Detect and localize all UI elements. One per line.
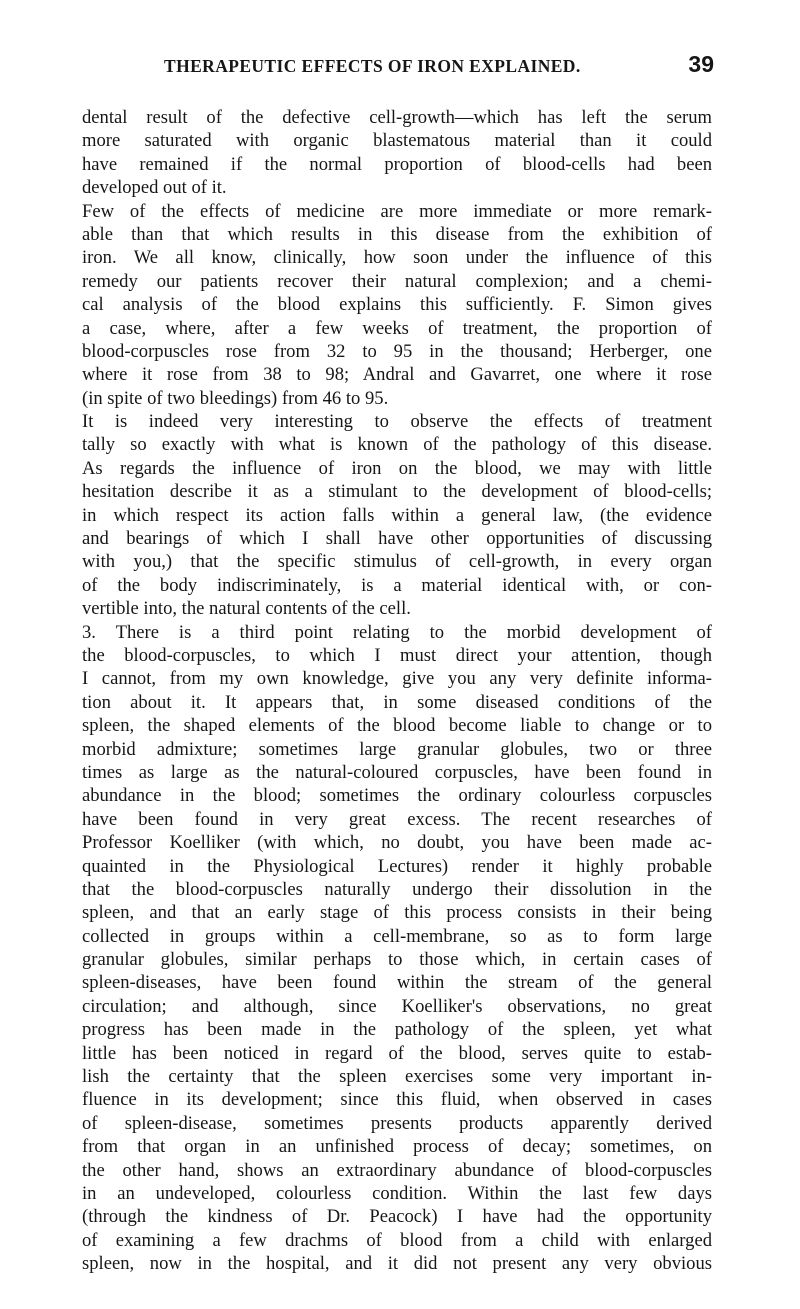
text-line: granular globules, similar perhaps to those which, in certain cases of [82,949,712,971]
text-line: circulation; and although, since Koelliker's observations, no great [82,995,712,1017]
text-line: spleen, and that an early stage of this process consists in their being [82,902,712,924]
running-head-title: THERAPEUTIC EFFECTS OF IRON EXPLAINED. [164,56,581,76]
text-line: spleen, the shaped elements of the blood become liable to change or to [82,715,712,737]
text-line: able than that which results in this disease from the exhibition of [82,223,712,245]
text-line: tally so exactly with what is known of the pathology of this disease. [82,434,712,456]
text-line: cal analysis of the blood explains this sufficiently. F. Simon gives [82,294,712,316]
text-line: Few of the effects of medicine are more immediate or more remark- [82,200,712,222]
text-line: times as large as the natural-coloured corpuscles, have been found in [82,761,712,783]
text-line: remedy our patients recover their natural complexion; and a chemi- [82,270,712,292]
text-line: collected in groups within a cell-membrane, so as to form large [82,925,712,947]
text-line: hesitation describe it as a stimulant to the development of blood-cells; [82,481,712,503]
text-line: with you,) that the specific stimulus of cell-growth, in every organ [82,551,712,573]
text-line: I cannot, from my own knowledge, give you any very definite informa- [82,668,712,690]
text-line: from that organ in an unfinished process of decay; sometimes, on [82,1136,712,1158]
text-line: and bearings of which I shall have other opportunities of discussing [82,528,712,550]
text-line: a case, where, after a few weeks of treatment, the proportion of [82,317,712,339]
text-line: tion about it. It appears that, in some diseased conditions of the [82,691,712,713]
body-text [82,106,712,1276]
text-line: abundance in the blood; sometimes the ordinary colourless corpuscles [82,785,712,807]
text-line: the other hand, shows an extraordinary abundance of blood-corpuscles [82,1159,712,1181]
text-line: in which respect its action falls within a general law, (the evidence [82,504,712,526]
text-line: more saturated with organic blastematous material than it could [82,130,712,152]
text-line: fluence in its development; since this fluid, when observed in cases [82,1089,712,1111]
text-line: of the body indiscriminately, is a material identical with, or con- [82,574,712,596]
text-line: blood-corpuscles rose from 32 to 95 in the thousand; Herberger, one [82,340,712,362]
text-line: spleen-diseases, have been found within the stream of the general [82,972,712,994]
text-line: iron. We all know, clinically, how soon under the influence of this [82,247,712,269]
text-line: (through the kindness of Dr. Peacock) I have had the opportunity [82,1206,712,1228]
text-line: dental result of the defective cell-growth—which has left the serum [82,107,712,128]
text-line: in an undeveloped, colourless condition. Within the last few days [82,1182,712,1204]
text-line: quainted in the Physiological Lectures) render it highly probable [82,855,712,877]
text-line: spleen, now in the hospital, and it did not present any very obvious [82,1253,712,1275]
text-line: vertible into, the natural contents of the cell. [82,598,411,620]
text-line: lish the certainty that the spleen exercises some very important in- [82,1066,712,1088]
text-line: have remained if the normal proportion of blood-cells had been [82,153,712,175]
text-line: Professor Koelliker (with which, no doubt, you have been made ac- [82,832,712,854]
text-line: that the blood-corpuscles naturally undergo their dissolution in the [82,878,712,900]
text-line: morbid admixture; sometimes large granular globules, two or three [82,738,712,760]
text-line: of spleen-disease, sometimes presents products apparently derived [82,1112,712,1134]
page-number: 39 [688,51,714,77]
text-line: of examining a few drachms of blood from a child with enlarged [82,1229,712,1251]
text-line: have been found in very great excess. The recent researches of [82,808,712,830]
running-head [82,51,714,82]
text-line: As regards the influence of iron on the blood, we may with little [82,457,712,479]
text-line: little has been noticed in regard of the blood, serves quite to estab- [82,1042,712,1064]
text-line: (in spite of two bleedings) from 46 to 95. [82,387,389,409]
text-line: It is indeed very interesting to observe the effects of treatment [82,411,712,433]
text-line: developed out of it. [82,177,227,199]
text-line: where it rose from 38 to 98; Andral and Gavarret, one where it rose [82,364,712,386]
text-line: the blood-corpuscles, to which I must direct your attention, though [82,644,712,666]
text-line: 3. There is a third point relating to the morbid development of [82,621,712,643]
text-line: progress has been made in the pathology of the spleen, yet what [82,1019,712,1041]
